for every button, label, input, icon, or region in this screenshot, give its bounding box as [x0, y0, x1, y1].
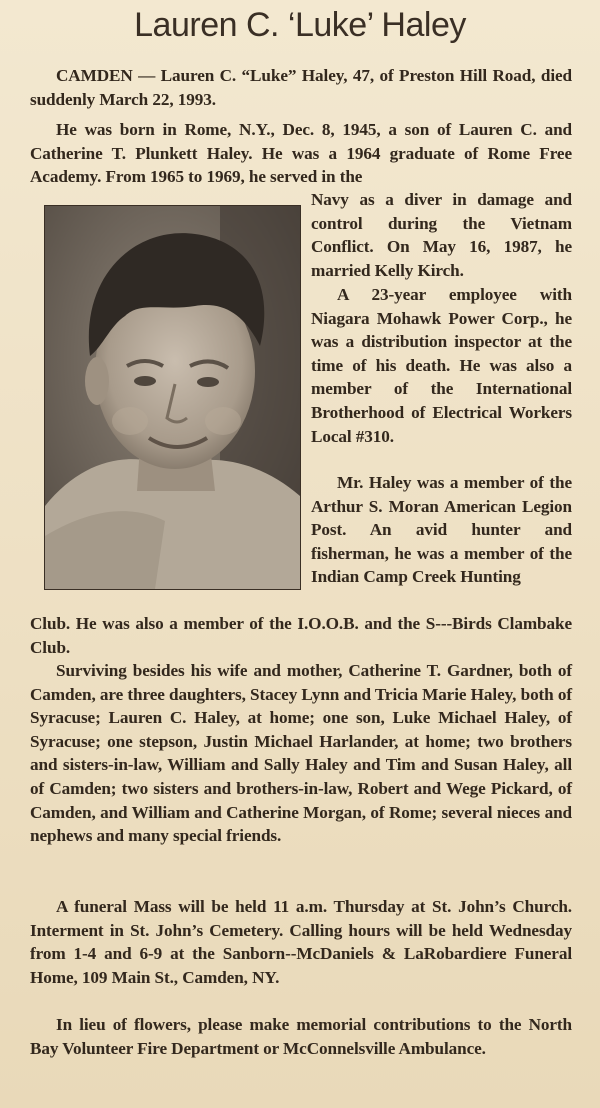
obituary-paragraph-services: A funeral Mass will be held 11 a.m. Thursday at St. John’s Church. Interment in St. John’s Cemetery. Calling hours will be held Wednesday from 1-4 and 6-9 at the Sanborn--McDaniels & LaRobardiere Funeral Home, 109 Main St., Camden, NY. [30, 897, 572, 987]
portrait-photo [44, 205, 301, 590]
obituary-paragraph-intro: CAMDEN — Lauren C. “Luke” Haley, 47, of Preston Hill Road, died suddenly March 22, 1993. [30, 66, 572, 109]
obituary-paragraph-career: A 23-year employee with Niagara Mohawk Power Corp., he was a distribution inspector at the time of his death. He was also a member of the International Brotherhood of Electrical Workers Local #310. [311, 285, 572, 446]
obituary-paragraph-birth: He was born in Rome, N.Y., Dec. 8, 1945, a son of Lauren C. and Catherine T. Plunkett Haley. He was a 1964 graduate of Rome Free Academy. From 1965 to 1969, he served in the [30, 120, 572, 187]
obituary-title: Lauren C. ‘Luke’ Haley [134, 6, 466, 44]
obituary-paragraph-survivors: Surviving besides his wife and mother, Catherine T. Gardner, both of Camden, are three daughters, Stacey Lynn and Tricia Marie Haley, both of Syracuse; Lauren C. Haley, at home; one son, Luke Michael Haley, of Syracuse; one stepson, Justin Michael Harlander, at home; two brothers and sisters-in-law, William and Sally Haley and Tim and Susan Haley, all of Camden; two sisters and brothers-in-law, Robert and Wege Pickard, of Camden, and William and Catherine Morgan, of Rome; several nieces and nephews and many special friends. [30, 661, 572, 846]
obituary-paragraph-birth-continued: Navy as a diver in damage and control during the Vietnam Conflict. On May 16, 1987, he married Kelly Kirch. [311, 190, 572, 280]
obituary-paragraph-memorials: In lieu of flowers, please make memorial contributions to the North Bay Volunteer Fire Department or McConnelsville Ambulance. [30, 1015, 572, 1058]
obituary-paragraph-memberships: Mr. Haley was a member of the Arthur S. Moran American Legion Post. An avid hunter and fisherman, he was a member of the Indian Camp Creek Hunting [311, 473, 572, 587]
obituary-paragraph-memberships-continued: Club. He was also a member of the I.O.O.B. and the S---Birds Clambake Club. [30, 614, 572, 657]
